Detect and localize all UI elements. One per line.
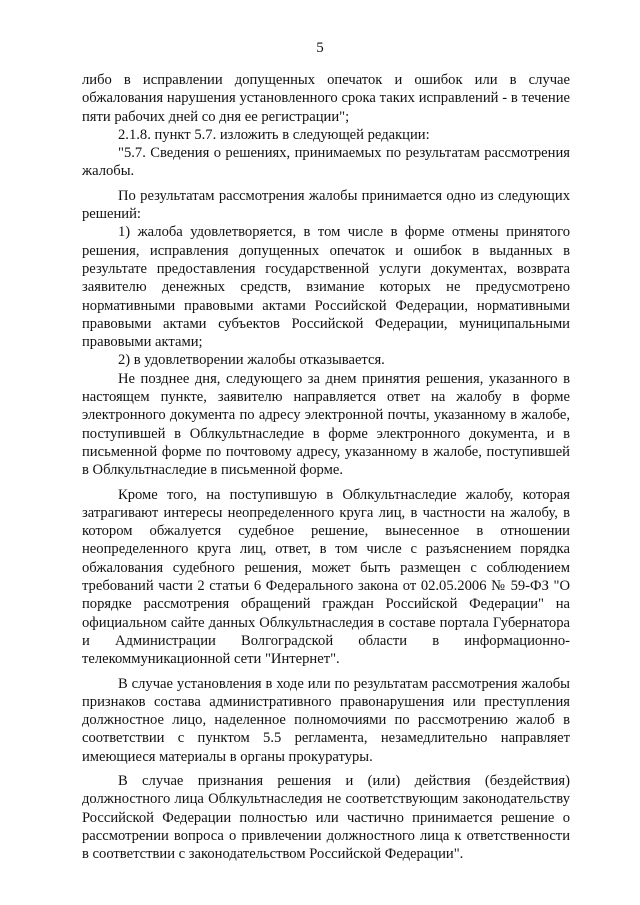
- paragraph: либо в исправлении допущенных опечаток и ошибок или в случае обжалования нарушения установленного срока таких исправлений - в течение пяти рабочих дней со дня ее регистрации";: [82, 72, 570, 125]
- paragraph: Кроме того, на поступившую в Облкультнаследие жалобу, которая затрагивают интересы неопределенного круга лиц, в частности на жалобу, в котором обжалуется судебное решение, вынесенное в отношении неопределенного круга лиц, ответ, в том числе с разъяснением порядка обжалования судебного решения, может быть размещен с соблюдением требований части 2 статьи 6 Федерального закона от 02.05.2006 № 59-ФЗ "О порядке рассмотрения обращений граждан Российской Федерации" на официальном сайте данных Облкультнаследия в составе портала Губернатора и Администрации Волгоградской области в информационно-телекоммуникационной сети "Интернет".: [82, 486, 570, 668]
- document-body: [82, 71, 570, 863]
- paragraph: По результатам рассмотрения жалобы принимается одно из следующих решений:: [82, 187, 570, 223]
- paragraph: 2) в удовлетворении жалобы отказывается.: [118, 352, 385, 369]
- page-number: 5: [316, 40, 324, 56]
- paragraph: "5.7. Сведения о решениях, принимаемых по результатам рассмотрения жалобы.: [82, 145, 570, 180]
- paragraph: 2.1.8. пункт 5.7. изложить в следующей редакции:: [118, 126, 430, 143]
- paragraph: 1) жалоба удовлетворяется, в том числе в форме отмены принятого решения, исправления допущенных опечаток и ошибок в выданных в результате предоставления государственной услуги документах, возврата заявителю денежных средств, взимание которых не предусмотрено нормативными правовыми актами Российской Федерации, нормативными правовыми актами субъектов Российской Федерации, муниципальными правовыми актами;: [82, 224, 570, 351]
- paragraph: Не позднее дня, следующего за днем принятия решения, указанного в настоящем пункте, заявителю направляется ответ на жалобу в форме электронного документа по адресу электронной почты, указанному в жалобе, поступившей в Облкультнаследие в форме электронного документа, и в письменной форме по почтовому адресу, указанному в жалобе, поступившей в Облкультнаследие в письменной форме.: [82, 370, 570, 479]
- paragraph: В случае установления в ходе или по результатам рассмотрения жалобы признаков состава административного правонарушения или преступления должностное лицо, наделенное полномочиями по рассмотрению жалоб в соответствии с пунктом 5.5 регламента, незамедлительно направляет имеющиеся материалы в органы прокуратуры.: [82, 675, 570, 765]
- paragraph: В случае признания решения и (или) действия (бездействия) должностного лица Облкультнаследия не соответствующим законодательству Российской Федерации полностью или частично принимается решение о рассмотрении вопроса о привлечении должностного лица к ответственности в соответствии с законодательством Российской Федерации".: [82, 772, 570, 863]
